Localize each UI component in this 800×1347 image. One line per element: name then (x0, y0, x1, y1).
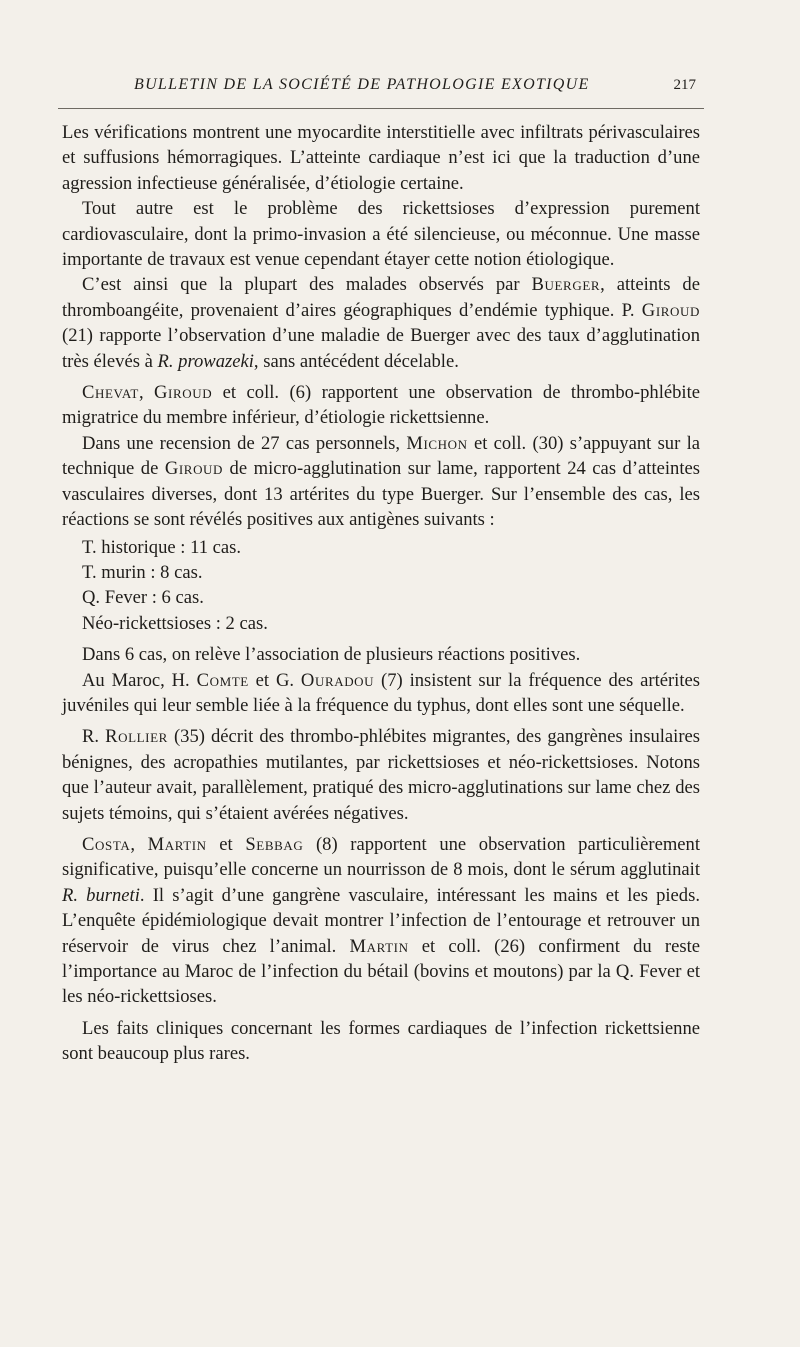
header-rule (58, 108, 704, 109)
text-run: R. (82, 726, 106, 748)
author-name: Giroud (641, 299, 700, 321)
page-number: 217 (673, 77, 696, 93)
text-run: (7) insistent sur la fréquence des artérites juvéniles qui leur semble liée à la fréquence du typhus, dont elles sont une séquelle. (62, 669, 700, 716)
paragraph-michon (62, 431, 700, 533)
author-name: Giroud (154, 382, 213, 404)
paragraph-associations: Dans 6 cas, on relève l’association de plusieurs réactions positives. (82, 644, 581, 666)
text-run: (8) rapportent une observation particulièrement significative, puisqu’elle concerne un nourrisson de 8 mois, dont le sérum agglutinait (62, 833, 701, 881)
author-name: Comte (196, 669, 249, 691)
text-run: , sans antécédent décelable. (253, 350, 459, 372)
page-header (60, 76, 710, 100)
text-run: (35) décrit des thrombo-phlébites migrantes, des gangrènes insulaires bénignes, des acropathies mutilantes, par rickettsioses et néo-rickettsioses. Notons que l’auteur avait, parallèlement, pratiqué des micro-agglutinations sur lame chez des sujets témoins, qui s’étaient avérées négatives. (62, 726, 701, 824)
text-run: et coll. (26) confirment du reste l’importance au Maroc de l’infection du bétail (bovins et moutons) par la Q. Fever et les néo-rickettsioses. (62, 935, 700, 1008)
paragraph-buerger (62, 272, 700, 374)
author-name: Costa (82, 833, 131, 855)
list-item: T. murin : 8 cas. (82, 561, 203, 583)
author-name: Sebbag (245, 833, 304, 855)
species-name: R. prowazeki (157, 350, 254, 372)
paragraph-cardiovascular-rickettsioses: Tout autre est le problème des rickettsioses d’expression purement cardiovasculaire, dont la primo-invasion a été silencieuse, ou méconnue. Une masse importante de travaux est venue cependant étayer cette notion étiologique. (62, 198, 700, 271)
paragraph-chevat-giroud (62, 380, 700, 431)
text-run: de micro-agglutination sur lame, rapportent 24 cas d’atteintes vasculaires diverses, dont 13 artérites du type Buerger. Sur l’ensemble des cas, les réactions se sont révélés positives aux antigènes suivants : (62, 458, 700, 531)
author-name: Martin (349, 935, 409, 957)
author-name: Ouradou (300, 669, 375, 691)
text-run: . Il s’agit d’une gangrène vasculaire, intéressant les mains et les pieds. L’enquête épidémiologique devait montrer l’infection de l’entourage et retrouver un réservoir de virus chez l’animal. (62, 884, 700, 957)
article-body (62, 120, 700, 1067)
text-run: , (130, 833, 148, 855)
text-run: C’est ainsi que la plupart des malades observés par (82, 274, 532, 296)
paragraph-rollier (62, 724, 700, 826)
list-item: T. historique : 11 cas. (82, 536, 242, 558)
paragraph-maroc (62, 668, 700, 719)
text-run: (21) rapporte l’observation d’une maladie de Buerger avec des taux d’agglutination très élevés à (62, 325, 700, 372)
author-name: Buerger (531, 274, 601, 296)
species-name: R. burneti (62, 884, 140, 906)
paragraph-cardiac-forms: Les faits cliniques concernant les formes cardiaques de l’infection rickettsienne sont beaucoup plus rares. (62, 1017, 700, 1065)
text-run: Dans une recension de 27 cas personnels, (82, 432, 407, 454)
text-run: et (206, 833, 246, 855)
author-name: Rollier (105, 726, 168, 748)
paragraph-myocarditis: Les vérifications montrent une myocardite interstitielle avec infiltrats périvasculaires et suffusions hémorragiques. L’atteinte cardiaque n’est ici que la traduction d’une agression infectieuse généralisée, d’étiologie certaine. (62, 122, 700, 194)
paragraph-costa-martin-sebbag (62, 832, 700, 1010)
text-run: Au Maroc, H. (82, 669, 197, 691)
author-name: Michon (406, 432, 468, 454)
antigen-results-list (62, 535, 700, 637)
list-item: Q. Fever : 6 cas. (82, 587, 204, 609)
text-run: et G. (248, 669, 301, 691)
text-run: , (138, 382, 155, 404)
text-run: et coll. (6) rapportent une observation de thrombo-phlébite migratrice du membre inférieur, d’étiologie rickettsienne. (62, 382, 701, 429)
author-name: Giroud (164, 458, 224, 480)
author-name: Martin (147, 833, 207, 855)
text-run: , atteints de thromboangéite, provenaient d’aires géographiques d’endémie typhique. P. (62, 274, 700, 321)
text-run: et coll. (30) s’appuyant sur la technique de (62, 432, 701, 480)
running-title: BULLETIN DE LA SOCIÉTÉ DE PATHOLOGIE EXOTIQUE (134, 76, 590, 93)
author-name: Chevat (82, 382, 139, 404)
list-item: Néo-rickettsioses : 2 cas. (82, 612, 268, 634)
